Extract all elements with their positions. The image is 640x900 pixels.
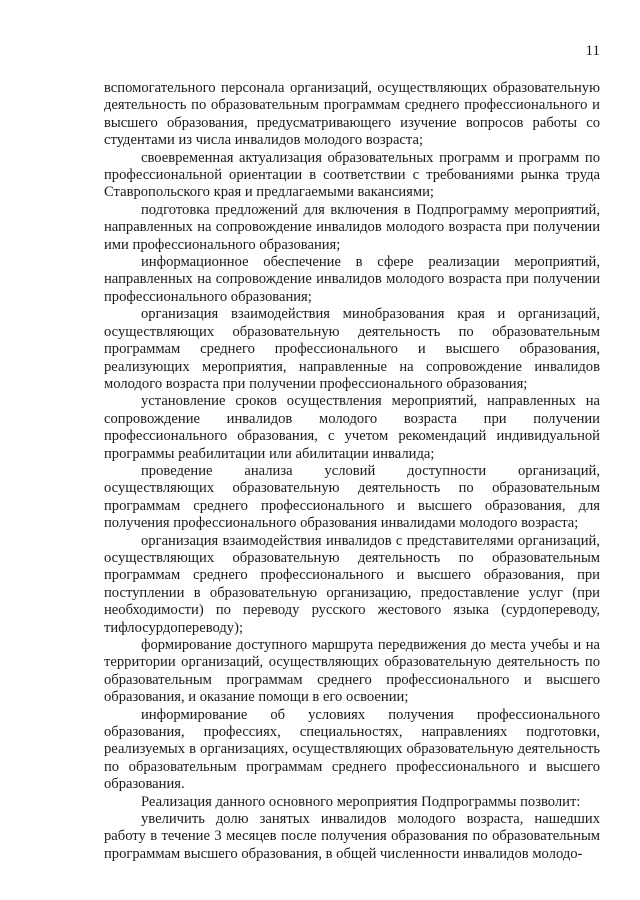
paragraph: проведение анализа условий доступности организаций, осуществляющих образовательную деятельность по образовательным программам среднего профессионального и высшего образования, для получения профессионального образования инвалидами молодого возраста; (104, 462, 600, 532)
paragraph: организация взаимодействия инвалидов с представителями организаций, осуществляющих образовательную деятельность по образовательным программам среднего профессионального и высшего образования, при поступлении в образовательную организацию, предоставление услуг (при необходимости) по переводу русского жестового языка (сурдопереводу, тифлосурдопереводу); (104, 532, 600, 636)
paragraph: увеличить долю занятых инвалидов молодого возраста, нашедших работу в течение 3 месяцев после получения образования по образовательным программам высшего образования, в общей численности инвалидов молодо- (104, 811, 600, 862)
paragraph: Реализация данного основного мероприятия Подпрограммы позволит: (141, 793, 581, 810)
paragraph: своевременная актуализация образовательных программ и программ по профессиональной ориентации в соответствии с требованиями рынка труда Ставропольского края и предлагаемыми вакансиями; (104, 149, 600, 201)
paragraph: информационное обеспечение в сфере реализации мероприятий, направленных на сопровождение инвалидов молодого возраста при получении профессионального образования; (104, 254, 600, 305)
paragraph: установление сроков осуществления мероприятий, направленных на сопровождение инвалидов молодого возраста при получении профессионального образования, с учетом рекомендаций индивидуальной программы реабилитации или абилитации инвалида; (104, 393, 600, 462)
paragraph: формирование доступного маршрута передвижения до места учебы и на территории организаций, осуществляющих образовательную деятельность по образовательным программам среднего профессионального и высшего образования, и оказание помощи в его освоении; (104, 637, 600, 706)
paragraph: организация взаимодействия минобразования края и организаций, осуществляющих образовательную деятельность по образовательным программам среднего профессионального и высшего образования, реализующих мероприятия, направленные на сопровождение инвалидов молодого возраста при получении профессионального образования; (104, 306, 600, 392)
paragraph-continued: вспомогательного персонала организаций, осуществляющих образовательную деятельность по образовательным программам среднего профессионального и высшего образования, предусматривающего изучение вопросов работы со студентами из числа инвалидов молодого возраста; (104, 80, 600, 149)
page-number: 11 (585, 43, 600, 59)
paragraph: информирование об условиях получения профессионального образования, профессиях, специальностях, направлениях подготовки, реализуемых в организациях, осуществляющих образовательную деятельность по образовательным программам среднего профессионального и высшего образования. (104, 706, 600, 793)
body-text (104, 80, 600, 863)
paragraph: подготовка предложений для включения в Подпрограмму мероприятий, направленных на сопровождение инвалидов молодого возраста при получении ими профессионального образования; (104, 201, 600, 253)
